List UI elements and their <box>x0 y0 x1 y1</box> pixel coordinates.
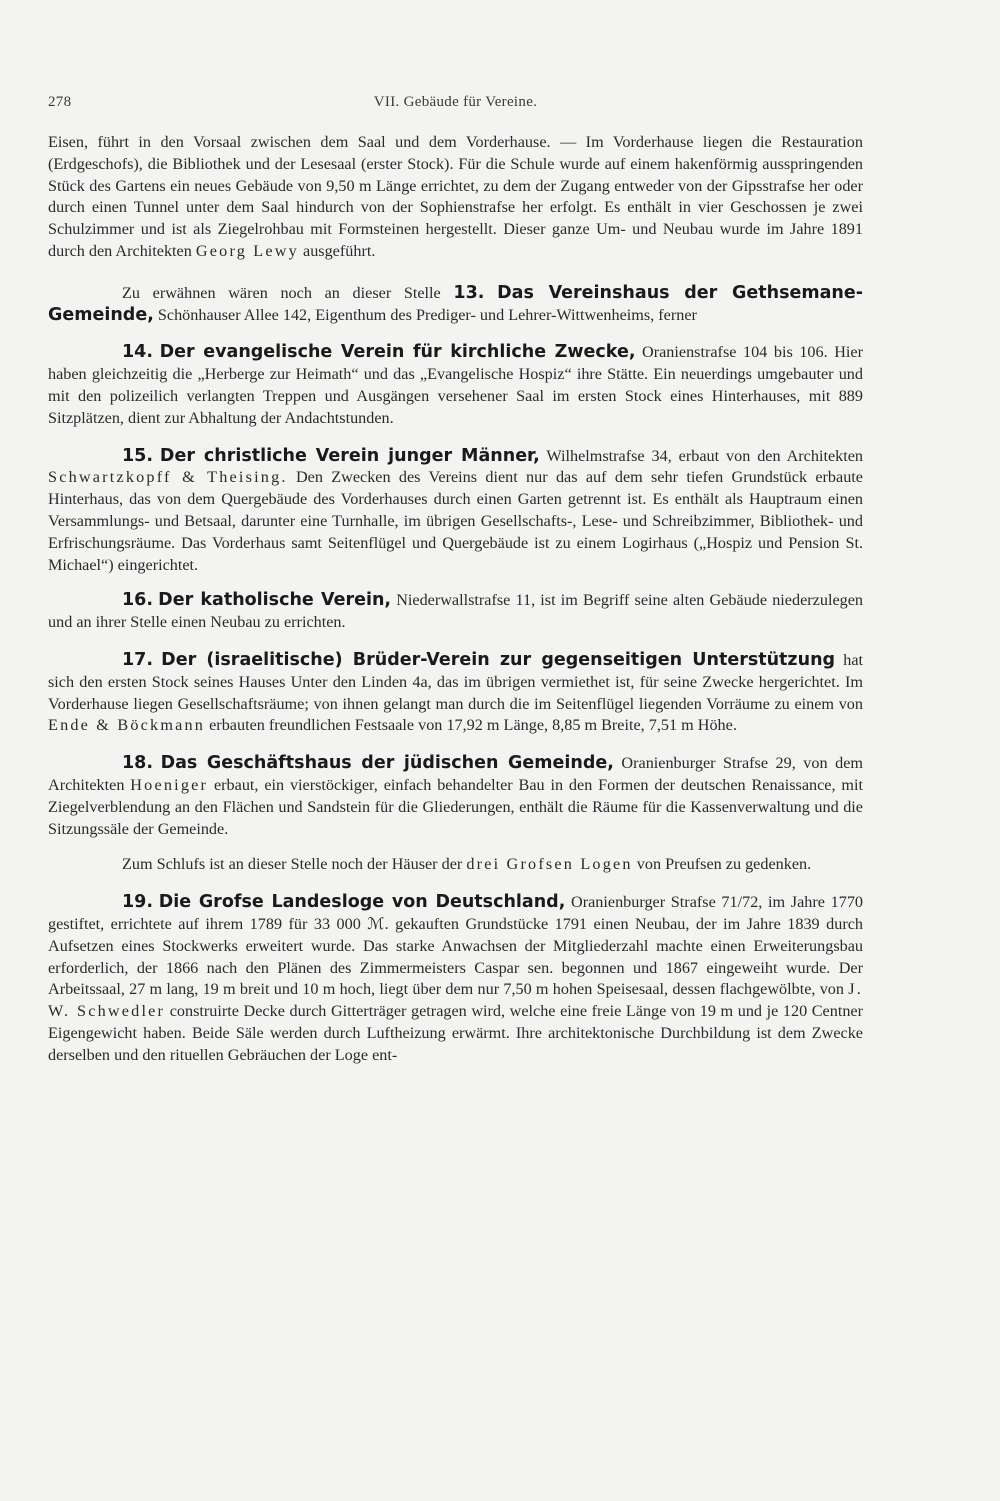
intro-paragraph <box>48 132 863 263</box>
closing-paragraph <box>48 854 863 876</box>
entry-18-number: 18. <box>122 753 154 774</box>
entry-18-architect: Hoeniger <box>130 775 209 794</box>
entry-19-engineer: J. W. Schwedler <box>48 980 863 1021</box>
entry-17-text-2: erbauten freundlichen Festsaale von 17,92 m Länge, 8,85 m Breite, 7,51 m Höhe. <box>205 716 737 735</box>
entry-19-number: 19. <box>122 892 154 913</box>
closing-text-2: von Preufsen zu gedenken. <box>632 855 812 874</box>
entry-15 <box>48 446 863 577</box>
entry-16-number: 16. <box>122 590 154 611</box>
entry-13-number: 13. <box>453 282 485 303</box>
entry-13-lead: Zu erwähnen wären noch an dieser Stelle <box>122 283 454 302</box>
page-header <box>48 94 863 116</box>
entry-16-title: Der katholische Verein, <box>158 590 392 611</box>
entry-18 <box>48 753 863 840</box>
entry-13-text: Schönhauser Allee 142, Eigenthum des Prediger- und Lehrer-Wittwenheims, ferner <box>153 305 697 324</box>
entry-19 <box>48 892 863 1066</box>
intro-text-1: Eisen, führt in den Vorsaal zwischen dem Saal und dem Vorderhause. — Im Vorderhause liegen die Restauration (Erdgeschofs), die Bibliothek und der Lesesaal (erster Stock). Für die Schule wurde auf einem hakenförmig ausspringenden Stück des Gartens ein neues Gebäude von 9,50 m Länge errichtet, zu dem der Zugang entweder von der Gipsstrafse her oder durch einen Tunnel unter dem Saal hindurch von der Sophienstrafse her erfolgt. Es enthält in vier Geschossen je zwei Schulzimmer und ist als Ziegelrohbau mit Formsteinen hergestellt. Dieser ganze Um- und Neubau wurde im Jahre 1891 durch den Architekten <box>48 133 863 260</box>
entry-15-title: Der christliche Verein junger Männer, <box>159 445 540 466</box>
page-number: 278 <box>48 94 72 110</box>
closing-lodges: drei Grofsen Logen <box>466 855 633 874</box>
entry-16 <box>48 590 863 634</box>
intro-architect: Georg Lewy <box>195 241 299 260</box>
entry-19-text-1: Oranienburger Strafse 71/72, im Jahre 1770 gestiftet, errichtete auf ihrem 1789 für 33 000 ℳ. gekauften Grundstücke 1791 einen Neubau, der im Jahre 1839 durch Aufsetzen eines Stockwerks erweitert wurde. Das starke Anwachsen der Mitgliederzahl machte einen Erweiterungsbau erforderlich, der 1866 nach den Plänen des Zimmermeisters Caspar sen. begonnen und 1867 eingeweiht wurde. Der Arbeitssaal, 27 m lang, 19 m breit und 10 m hoch, liegt über dem nur 7,50 m hohen Speisesaal, dessen flachgewölbte, von <box>48 893 864 999</box>
entry-17-title: Der (israelitische) Brüder-Verein zur gegenseitigen Unterstützung <box>161 649 836 670</box>
entry-17-number: 17. <box>122 649 154 670</box>
entry-14 <box>48 342 863 429</box>
document-page <box>48 94 863 1066</box>
page-body <box>48 132 863 1066</box>
intro-text-2: ausgeführt. <box>298 241 376 260</box>
closing-text-1: Zum Schlufs ist an dieser Stelle noch der Häuser der <box>122 855 467 874</box>
entry-18-text-2: erbaut, ein vierstöckiger, einfach behandelter Bau in den Formen der deutschen Renaissance, mit Ziegelverblendung an den Flächen und Sandstein für die Gliederungen, enthält die Räume für die Kassenverwaltung und die Sitzungssäle der Gemeinde. <box>48 775 863 838</box>
entry-15-number: 15. <box>122 445 154 466</box>
entry-19-title: Die Grofse Landesloge von Deutschland, <box>158 892 566 913</box>
entry-14-text: Oranienstrafse 104 bis 106. Hier haben gleichzeitig die „Herberge zur Heimath“ und das „Evangelische Hospiz“ ihre Stätte. Ein neuerdings umgebauter und mit den polizeilich verlangten Treppen und Ausgängen versehener Saal im ersten Stock eines Hinterhauses, mit 889 Sitzplätzen, dient zur Abhaltung der Andachtstunden. <box>48 343 863 427</box>
entry-17 <box>48 650 863 737</box>
running-head: VII. Gebäude für Vereine. <box>373 94 538 110</box>
entry-18-text-1: Oranienburger Strafse 29, von dem Architekten <box>48 754 863 794</box>
entry-16-text: Niederwallstrafse 11, ist im Begriff seine alten Gebäude niederzulegen und an ihrer Stelle einen Neubau zu errichten. <box>48 591 863 632</box>
entry-14-number: 14. <box>122 342 154 363</box>
entry-14-title: Der evangelische Verein für kirchliche Zwecke, <box>159 342 636 363</box>
entry-13 <box>48 283 863 327</box>
entry-17-architects: Ende & Böckmann <box>48 716 206 735</box>
entry-15-architects: Schwartzkopff & Theising. <box>48 468 288 487</box>
entry-19-text-2: construirte Decke durch Gitterträger getragen wird, welche eine freie Länge von 19 m und je 120 Centner Eigengewicht haben. Beide Säle werden durch Luftheizung erwärmt. Ihre architektonische Durchbildung ist dem Zwecke derselben und den rituellen Gebräuchen der Loge ent- <box>48 1002 864 1064</box>
entry-13-title: Das Vereinshaus der Gethsemane-Gemeinde, <box>48 282 864 325</box>
entry-18-title: Das Geschäftshaus der jüdischen Gemeinde, <box>160 753 614 774</box>
entry-15-text-2: Den Zwecken des Vereins dient nur das auf dem sehr tiefen Grundstück erbaute Hinterhaus, das von dem Quergebäude des Vorderhauses durch einen Garten getrennt ist. Es enthält als Hauptraum einen Versammlungs- und Betsaal, darunter eine Turnhalle, im übrigen Gesellschafts-, Lese- und Schreibzimmer, Bibliothek- und Erfrischungsräume. Das Vorderhaus samt Seitenflügel und Quergebäude ist zu einem Logirhaus („Hospiz und Pension St. Michael“) eingerichtet. <box>48 468 863 574</box>
entry-17-text-1: hat sich den ersten Stock seines Hauses Unter den Linden 4a, das im übrigen vermiethet ist, für seine Zwecke hergerichtet. Im Vorderhause liegen Gesellschaftsräume; von ihnen gelangt man durch die im Seitenflügel liegenden Vorräume zu einem von <box>48 650 863 713</box>
entry-15-text-1: Wilhelmstrafse 34, erbaut von den Architekten <box>539 446 863 465</box>
